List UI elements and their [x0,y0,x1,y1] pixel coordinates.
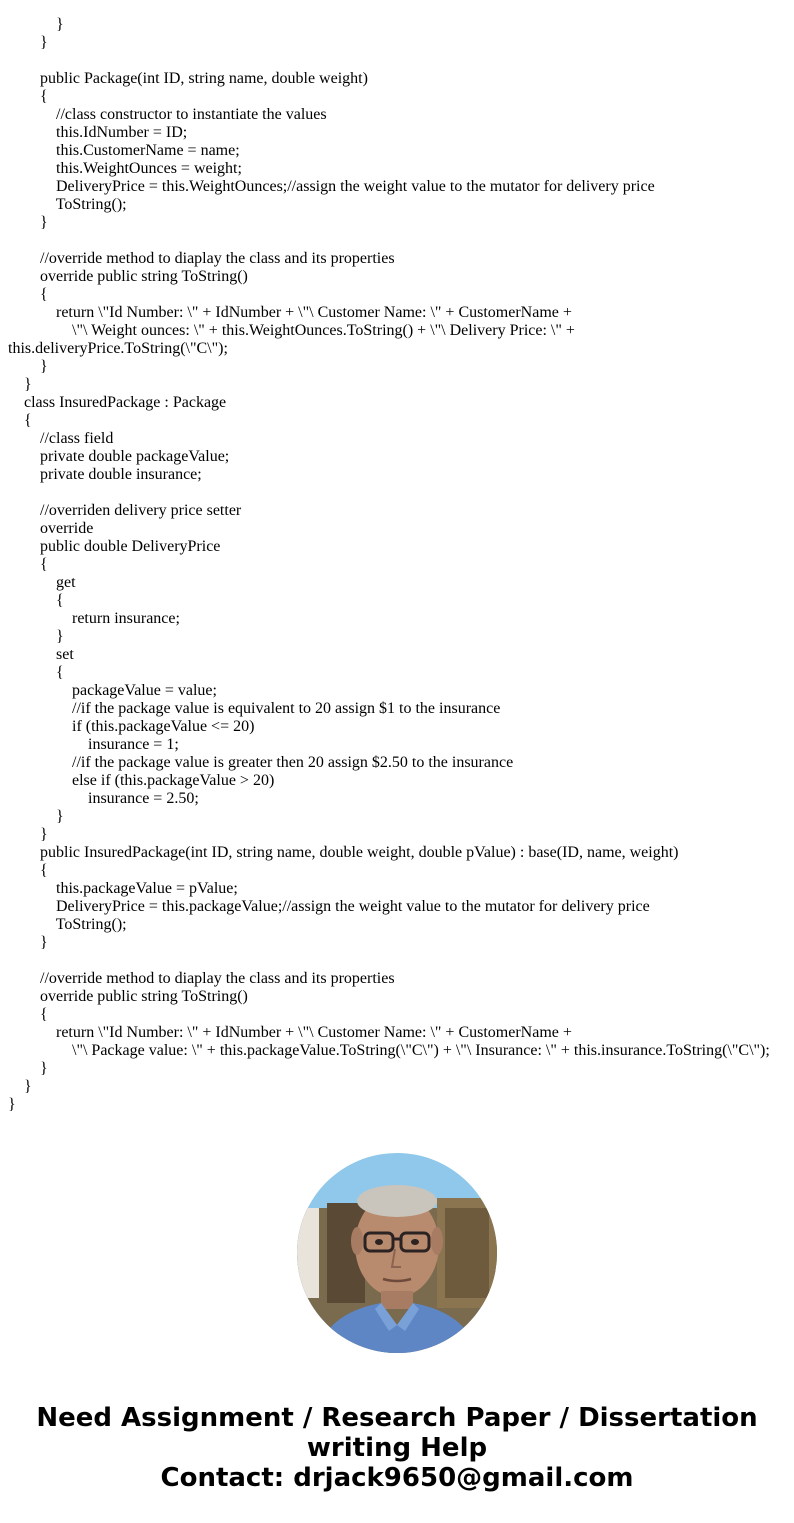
code-line: { [8,592,64,609]
contact-banner [0,1403,794,1493]
code-line: private double packageValue; [8,448,230,465]
code-line: } [8,34,48,51]
code-line: if (this.packageValue <= 20) [8,718,255,735]
author-portrait-image [297,1153,497,1353]
code-line [8,232,788,250]
code-line: } [8,826,48,843]
code-line: DeliveryPrice = this.packageValue;//assign the weight value to the mutator for delivery price [8,898,650,915]
code-line: //class constructor to instantiate the values [8,106,327,123]
code-line: } [8,1078,32,1095]
code-line: private double insurance; [8,466,202,483]
code-line: //overriden delivery price setter [8,502,242,519]
code-line: } [8,1060,48,1077]
code-line: return \"Id Number: \" + IdNumber + \"\ Customer Name: \" + CustomerName + [8,1024,572,1041]
code-line: override public string ToString() [8,988,248,1005]
code-line: override [8,520,94,537]
code-line: public InsuredPackage(int ID, string name, double weight, double pValue) : base(ID, name, weight) [8,844,679,861]
code-line: return \"Id Number: \" + IdNumber + \"\ Customer Name: \" + CustomerName + [8,304,572,321]
code-line: get [8,574,76,591]
code-line [8,484,788,502]
code-line: //if the package value is greater then 20 assign $2.50 to the insurance [8,754,514,771]
code-line: set [8,646,74,663]
code-line: packageValue = value; [8,682,217,699]
code-line: insurance = 2.50; [8,790,199,807]
code-line: { [8,556,48,573]
code-line: } [8,358,48,375]
code-line: return insurance; [8,610,180,627]
code-line: override public string ToString() [8,268,248,285]
code-line: this.IdNumber = ID; [8,124,188,141]
code-line: ToString(); [8,196,127,213]
code-line: } [8,808,64,825]
code-line: { [8,1006,48,1023]
code-line: ToString(); [8,916,127,933]
code-line: this.deliveryPrice.ToString(\"C\"); [8,340,228,357]
code-line: //if the package value is equivalent to 20 assign $1 to the insurance [8,700,501,717]
code-line: \"\ Package value: \" + this.packageValue.ToString(\"C\") + \"\ Insurance: \" + this.insurance.ToString(\"C\"); [8,1042,770,1059]
code-line: } [8,628,64,645]
code-line: public double DeliveryPrice [8,538,221,555]
cta-contact-email: Contact: drjack9650@gmail.com [160,1463,634,1493]
code-line: this.WeightOunces = weight; [8,160,242,177]
code-line: this.CustomerName = name; [8,142,240,159]
code-line: this.packageValue = pValue; [8,880,238,897]
code-line: { [8,88,48,105]
code-line [8,952,788,970]
code-line: } [8,934,48,951]
code-line: //class field [8,430,114,447]
code-block [8,16,788,1114]
author-photo [297,1153,497,1353]
code-line: { [8,862,48,879]
code-line: } [8,16,64,33]
cta-line-2: writing Help [306,1433,488,1463]
code-line [8,52,788,70]
code-line: } [8,1096,16,1113]
code-line: { [8,286,48,303]
code-line: else if (this.packageValue > 20) [8,772,275,789]
cta-line-1: Need Assignment / Research Paper / Dissertation [36,1403,758,1433]
code-line: } [8,214,48,231]
code-line: public Package(int ID, string name, double weight) [8,70,368,87]
code-line: { [8,412,32,429]
code-line: DeliveryPrice = this.WeightOunces;//assign the weight value to the mutator for delivery price [8,178,655,195]
code-line: insurance = 1; [8,736,179,753]
code-line: //override method to diaplay the class and its properties [8,970,395,987]
code-line: { [8,664,64,681]
code-line: class InsuredPackage : Package [8,394,227,411]
code-line: \"\ Weight ounces: \" + this.WeightOunces.ToString() + \"\ Delivery Price: \" + [8,322,575,339]
code-line: //override method to diaplay the class and its properties [8,250,395,267]
code-line: } [8,376,32,393]
